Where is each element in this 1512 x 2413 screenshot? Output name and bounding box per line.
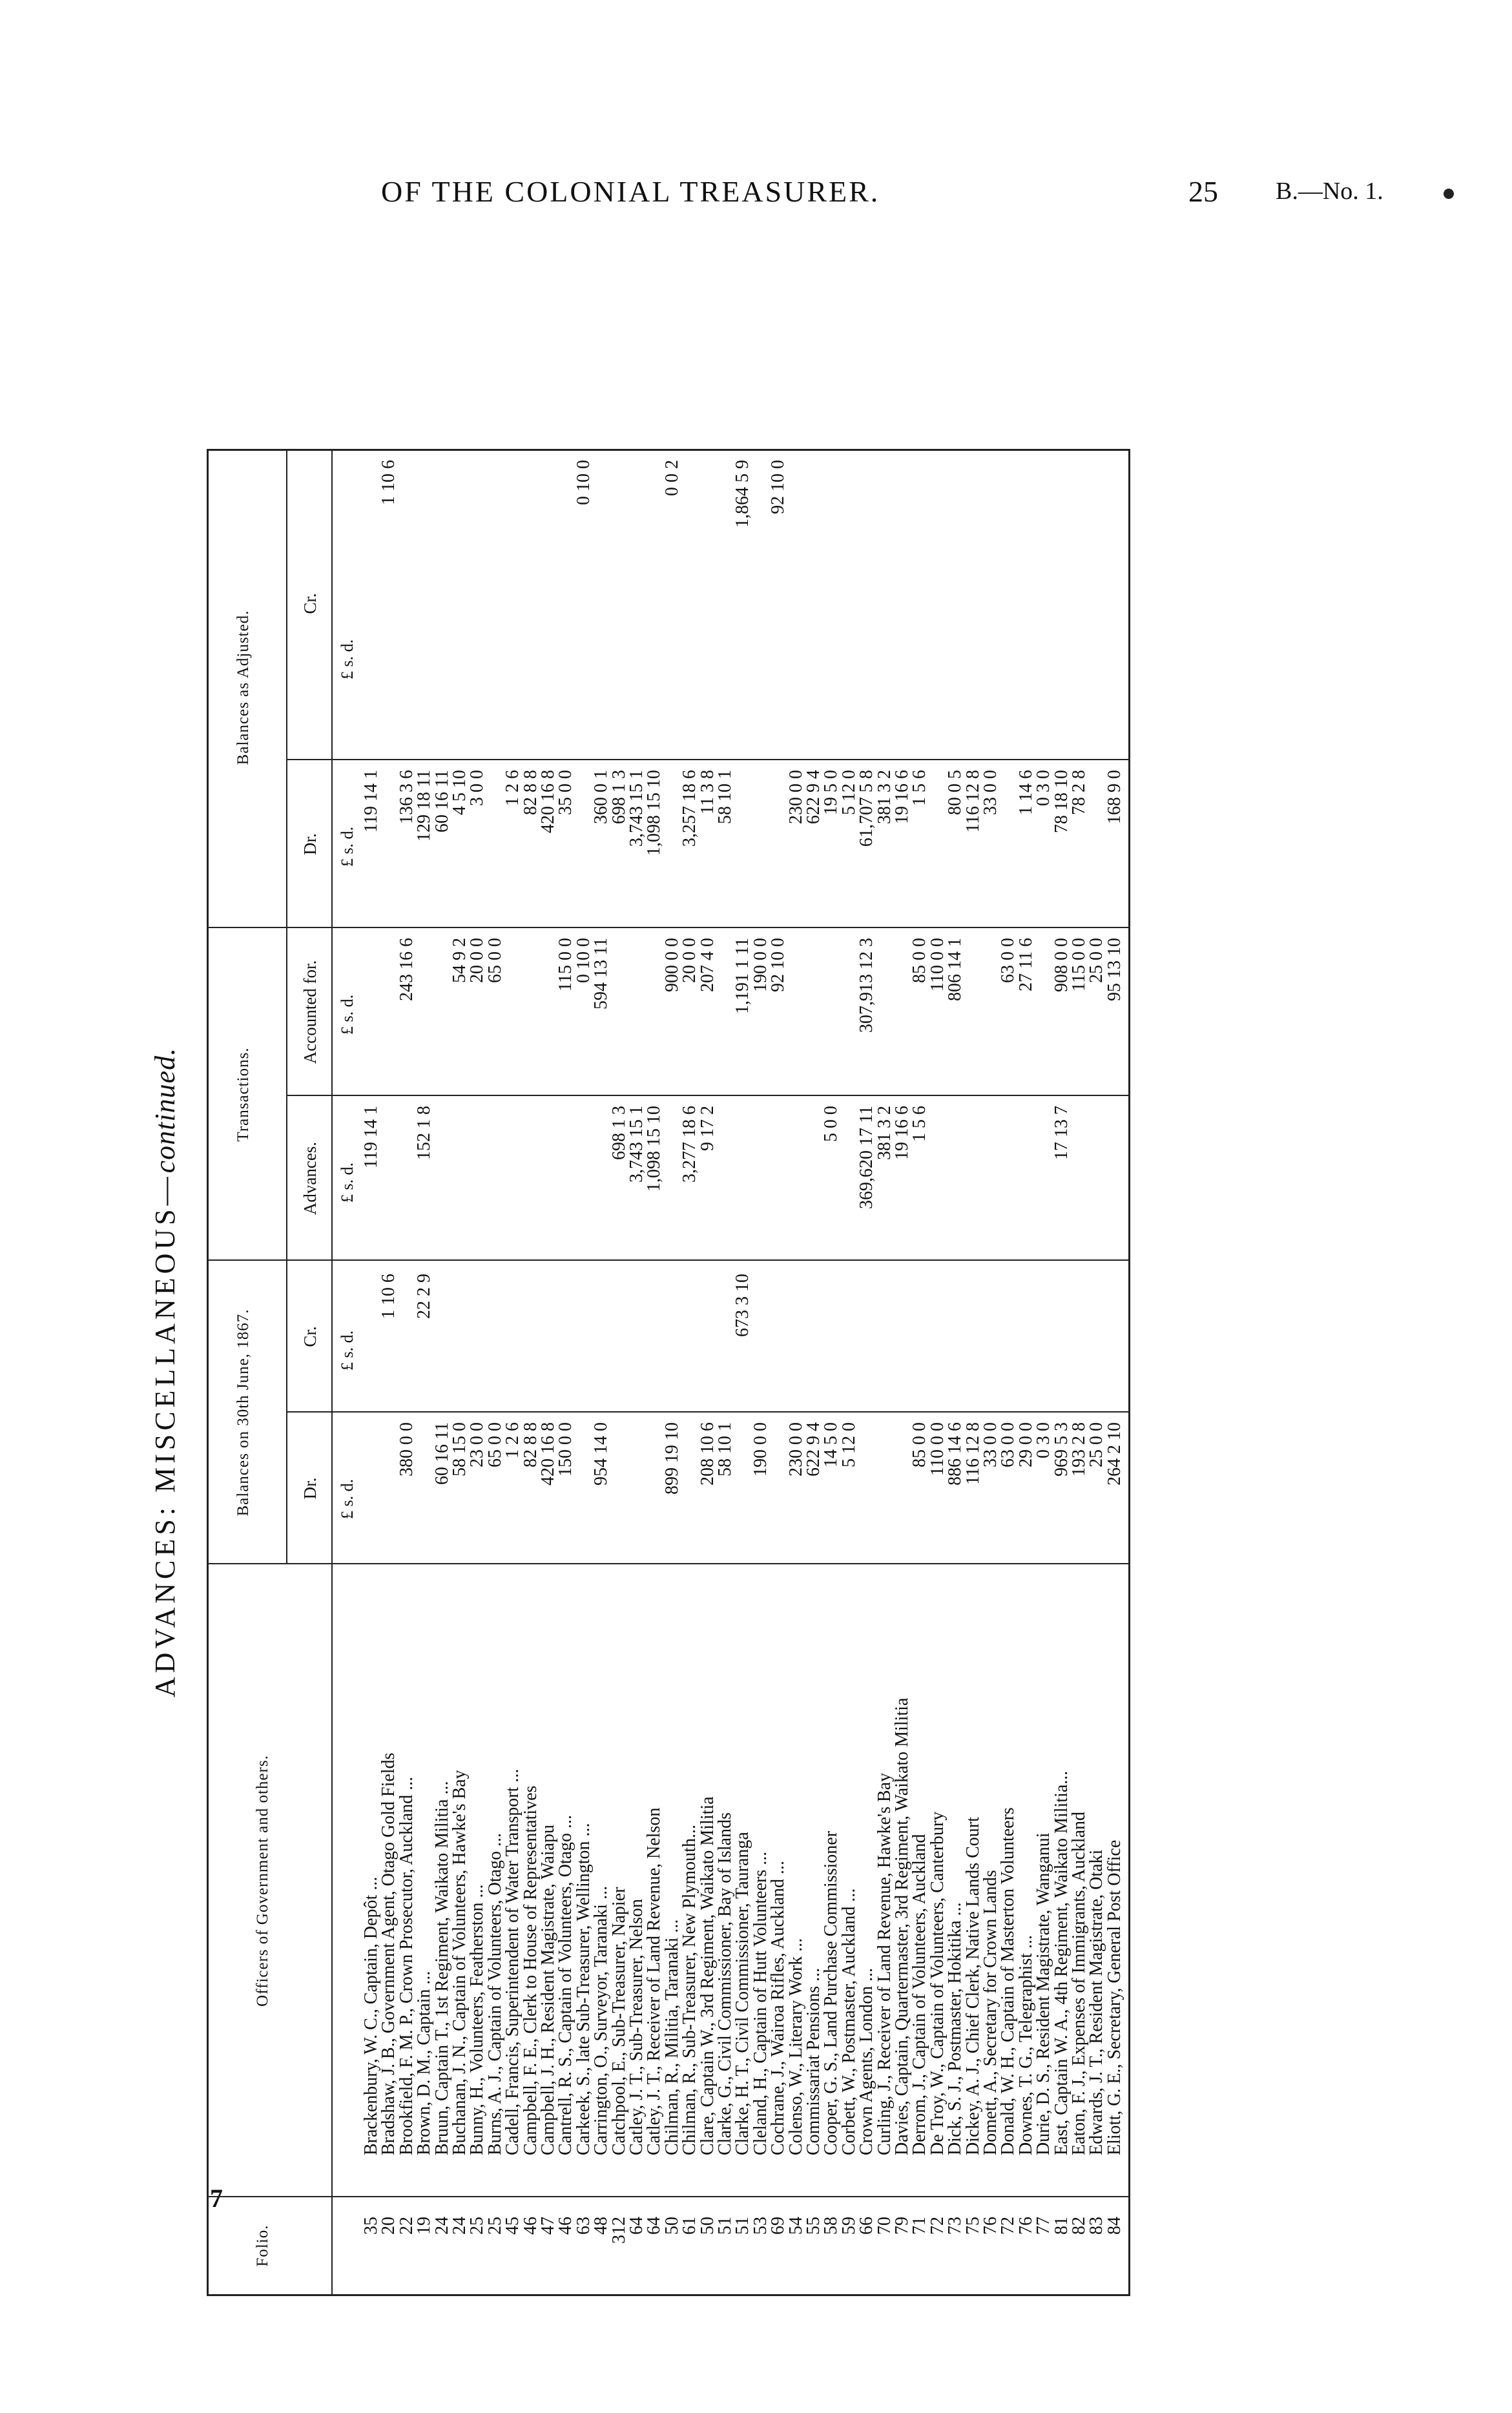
units-label: £ s. d.: [338, 994, 357, 1035]
amount-cell: 78 18 10: [1051, 770, 1072, 833]
folio-cell: 50: [661, 2217, 682, 2235]
folio-cell: 55: [803, 2217, 823, 2235]
folio-cell: 51: [732, 2217, 753, 2235]
amount-cell: 381 3 2: [874, 1106, 895, 1160]
officer-name-cell: Cooper, G. S., Land Purchase Commissioner: [821, 1830, 842, 2155]
amount-cell: 129 18 11: [414, 770, 435, 842]
amount-cell: 380 0 0: [396, 1422, 417, 1476]
amount-cell: 3,743 15 1: [627, 770, 647, 847]
officer-name-cell: Cadell, Francis, Superintendent of Water Transport ...: [502, 1768, 523, 2155]
officer-name-cell: Durie, D. S., Resident Magistrate, Wanganui: [1033, 1832, 1054, 2155]
amount-cell: 1,098 15 10: [644, 1106, 665, 1192]
folio-cell: 73: [945, 2217, 966, 2235]
amount-cell: 20 0 0: [467, 938, 488, 983]
officer-name-cell: Campbell, F. E., Clerk to House of Representatives: [520, 1785, 541, 2155]
folio-cell: 76: [1015, 2217, 1036, 2235]
amount-cell: 1 10 6: [378, 1274, 399, 1319]
folio-cell: 75: [962, 2217, 983, 2235]
folio-cell: 24: [431, 2217, 452, 2235]
officer-name-cell: Carkeek, S., late Sub-Treasurer, Wellington ...: [573, 1823, 594, 2155]
officer-name-cell: Catley, J. T., Receiver of Land Revenue, Nelson: [644, 1807, 665, 2155]
amount-cell: 1,191 1 11: [732, 938, 753, 1014]
folio-cell: 81: [1051, 2217, 1072, 2235]
amount-cell: 80 0 5: [945, 770, 966, 815]
amount-cell: 1 5 6: [909, 770, 930, 806]
amount-cell: 230 0 0: [785, 770, 806, 824]
amount-cell: 29 0 0: [1015, 1422, 1036, 1467]
folio-cell: 64: [627, 2217, 647, 2235]
amount-cell: 230 0 0: [785, 1422, 806, 1476]
folio-cell: 19: [414, 2217, 435, 2235]
amount-cell: 82 8 8: [520, 770, 541, 815]
amount-cell: 360 0 1: [591, 770, 612, 824]
folio-cell: 54: [785, 2217, 806, 2235]
amount-cell: 14 5 0: [821, 1422, 842, 1467]
units-label: £ s. d.: [338, 1478, 357, 1519]
amount-cell: 19 16 6: [892, 770, 912, 824]
amount-cell: 1,098 15 10: [644, 770, 665, 856]
units-label: £ s. d.: [338, 639, 357, 679]
folio-cell: 25: [484, 2217, 505, 2235]
folio-cell: 84: [1104, 2217, 1124, 2235]
folio-cell: 312: [608, 2217, 629, 2244]
amount-cell: 17 13 7: [1051, 1106, 1072, 1160]
amount-cell: 63 0 0: [998, 938, 1019, 983]
page-header: [0, 174, 1512, 226]
amount-cell: 60 16 11: [431, 770, 452, 833]
officer-name-cell: Burns, A. J., Captain of Volunteers, Otago ...: [484, 1832, 505, 2155]
balances-1867-header: Balances on 30th June, 1867.: [234, 1309, 252, 1517]
amount-cell: 1,864 5 9: [732, 460, 753, 528]
amount-cell: 190 0 0: [750, 938, 771, 992]
amount-cell: 673 3 10: [732, 1274, 753, 1337]
amount-cell: 0 10 0: [573, 460, 594, 505]
table-title: ADVANCES: MISCELLANEOUS—continued.: [149, 1047, 181, 1698]
officer-name-cell: Edwards, J. T., Resident Magistrate, Otaki: [1086, 1849, 1107, 2155]
amount-cell: 116 12 8: [962, 770, 983, 833]
amount-cell: 168 9 0: [1104, 770, 1124, 824]
officer-name-cell: Buchanan, J. N., Captain of Volunteers, Hawke's Bay: [450, 1770, 470, 2155]
amount-cell: 27 11 6: [1015, 938, 1036, 991]
officer-name-cell: Bradshaw, J. B., Government Agent, Otago Gold Fields: [378, 1752, 399, 2155]
folio-cell: 35: [361, 2217, 381, 2235]
officer-name-cell: Brackenbury, W. C., Captain, Depôt ...: [361, 1876, 381, 2155]
amount-cell: 1 2 6: [502, 770, 523, 806]
amount-cell: 698 1 3: [608, 1106, 629, 1160]
amount-cell: 622 9 4: [803, 770, 823, 824]
amount-cell: 3,257 18 6: [679, 770, 700, 847]
amount-cell: 110 0 0: [927, 1422, 948, 1476]
amount-cell: 119 14 1: [361, 1106, 381, 1168]
amount-cell: 4 5 10: [450, 770, 470, 815]
officer-name-cell: Donald, W. H., Captain of Masterton Volunteers: [998, 1807, 1019, 2155]
amount-cell: 19 16 6: [892, 1106, 912, 1160]
amount-cell: 622 9 4: [803, 1422, 823, 1476]
units-label: £ s. d.: [338, 1162, 357, 1203]
officer-name-cell: Dick, S. J., Postmaster, Hokitika ...: [945, 1902, 966, 2155]
folio-cell: 59: [838, 2217, 859, 2235]
amount-cell: 22 2 9: [414, 1274, 435, 1319]
advances-header: Advances.: [300, 1141, 320, 1216]
folio-cell: 79: [892, 2217, 912, 2235]
officer-name-cell: Eliott, G. E., Secretary, General Post Office: [1104, 1839, 1124, 2155]
officer-name-cell: Bruun, Captain T., 1st Regiment, Waikato Militia ...: [431, 1781, 452, 2155]
advances-table: [207, 449, 1130, 2296]
transactions-header: Transactions.: [234, 1047, 252, 1142]
amount-cell: 899 19 10: [661, 1422, 682, 1495]
folio-cell: 82: [1069, 2217, 1089, 2235]
officer-name-cell: Cantrell, R. S., Captain of Volunteers, Otago ...: [555, 1814, 576, 2155]
officer-name-cell: East, Captain W. A., 4th Regiment, Waikato Militia...: [1051, 1770, 1072, 2155]
folio-cell: 71: [909, 2217, 930, 2235]
amount-cell: 3,743 15 1: [627, 1106, 647, 1183]
folio-cell: 24: [450, 2217, 470, 2235]
adjusted-header: Balances as Adjusted.: [234, 610, 252, 765]
cr-1867-header: Cr.: [300, 1326, 320, 1347]
amount-cell: 0 3 0: [1033, 1422, 1054, 1458]
amount-cell: 190 0 0: [750, 1422, 771, 1476]
accounted-header: Accounted for.: [300, 960, 320, 1064]
amount-cell: 33 0 0: [980, 770, 1000, 815]
amount-cell: 3 0 0: [467, 770, 488, 806]
units-label: £ s. d.: [338, 1330, 357, 1371]
amount-cell: 806 14 1: [945, 938, 966, 1001]
section-number: 7: [210, 2184, 223, 2213]
amount-cell: 35 0 0: [555, 770, 576, 815]
folio-cell: 64: [644, 2217, 665, 2235]
amount-cell: 152 1 8: [414, 1106, 435, 1160]
officer-name-cell: Clare, Captain W., 3rd Regiment, Waikato Militia: [697, 1796, 718, 2155]
amount-cell: 307,913 12 3: [856, 938, 877, 1033]
officer-name-cell: Cochrane, J., Wairoa Rifles, Auckland ...: [768, 1860, 789, 2155]
amount-cell: 954 14 0: [591, 1422, 612, 1486]
amount-cell: 58 10 1: [715, 770, 735, 824]
officer-name-cell: De Troy, W., Captain of Volunteers, Canterbury: [927, 1811, 948, 2155]
amount-cell: 85 0 0: [909, 1422, 930, 1467]
amount-cell: 207 4 0: [697, 938, 718, 992]
folio-cell: 46: [555, 2217, 576, 2235]
folio-cell: 51: [715, 2217, 735, 2235]
amount-cell: 420 16 8: [538, 770, 558, 833]
amount-cell: 150 0 0: [555, 1422, 576, 1476]
officer-name-cell: Campbell, J. H., Resident Magistrate, Waiapu: [538, 1824, 558, 2155]
amount-cell: 969 5 3: [1051, 1422, 1072, 1476]
folio-cell: 45: [502, 2217, 523, 2235]
folio-cell: 58: [821, 2217, 842, 2235]
amount-cell: 25 0 0: [1086, 938, 1107, 983]
amount-cell: 136 3 6: [396, 770, 417, 824]
amount-cell: 78 2 8: [1069, 770, 1089, 815]
amount-cell: 95 13 10: [1104, 938, 1124, 1001]
officer-name-cell: Catchpool, E., Sub-Treasurer, Napier: [608, 1887, 629, 2155]
officer-name-cell: Carrington, O., Surveyor, Taranaki ...: [591, 1885, 612, 2155]
amount-cell: 58 10 1: [715, 1422, 735, 1476]
amount-cell: 58 15 0: [450, 1422, 470, 1476]
amount-cell: 23 0 0: [467, 1422, 488, 1467]
folio-header: Folio.: [254, 2224, 271, 2267]
amount-cell: 208 10 6: [697, 1422, 718, 1486]
officer-name-cell: Domett, A., Secretary for Crown Lands: [980, 1870, 1000, 2155]
officer-name-cell: Crown Agents, London ...: [856, 1967, 877, 2155]
dr-1867-header: Dr.: [300, 1477, 320, 1500]
folio-cell: 76: [980, 2217, 1000, 2235]
page-number: 25: [1188, 175, 1218, 208]
folio-cell: 69: [768, 2217, 789, 2235]
amount-cell: 92 10 0: [768, 938, 789, 992]
folio-cell: 61: [679, 2217, 700, 2235]
amount-cell: 908 0 0: [1051, 938, 1072, 992]
amount-cell: 900 0 0: [661, 938, 682, 992]
folio-cell: 50: [697, 2217, 718, 2235]
amount-cell: 11 3 8: [697, 770, 718, 814]
amount-cell: 381 3 2: [874, 770, 895, 824]
table-title-continued: continued.: [149, 1047, 181, 1174]
amount-cell: 119 14 1: [361, 770, 381, 833]
amount-cell: 60 16 11: [431, 1422, 452, 1485]
officer-name-cell: Bunny, H., Volunteers, Featherston ...: [467, 1884, 488, 2155]
folio-cell: 25: [467, 2217, 488, 2235]
folio-cell: 72: [927, 2217, 948, 2235]
amount-cell: 115 0 0: [1069, 938, 1089, 991]
folio-cell: 72: [998, 2217, 1019, 2235]
amount-cell: 65 0 0: [484, 1422, 505, 1467]
amount-cell: 369,620 17 11: [856, 1106, 877, 1209]
officer-name-cell: Clarke, H. T., Civil Commissioner, Tauranga: [732, 1832, 753, 2155]
officers-header: Officers of Government and others.: [254, 1755, 271, 2007]
officer-name-cell: Clarke, G., Civil Commissioner, Bay of Islands: [715, 1812, 735, 2155]
document-reference: B.—No. 1.: [1276, 178, 1383, 205]
officer-name-cell: Cleland, H., Captain of Hutt Volunteers ...: [750, 1851, 771, 2155]
amount-cell: 116 12 8: [962, 1422, 983, 1485]
folio-cell: 70: [874, 2217, 895, 2235]
amount-cell: 698 1 3: [608, 770, 629, 824]
units-label: £ s. d.: [338, 826, 357, 867]
officer-name-cell: Corbett, W., Postmaster, Auckland ...: [838, 1888, 859, 2155]
cr-adjusted-header: Cr.: [300, 593, 320, 614]
amount-cell: 9 17 2: [697, 1106, 718, 1151]
amount-cell: 19 5 0: [821, 770, 842, 815]
amount-cell: 65 0 0: [484, 938, 505, 983]
officer-name-cell: Chilman, R., Militia, Taranaki ...: [661, 1919, 682, 2155]
officer-name-cell: Curling, J., Receiver of Land Revenue, Hawke's Bay: [874, 1772, 895, 2155]
amount-cell: 1 2 6: [502, 1422, 523, 1458]
amount-cell: 0 10 0: [573, 938, 594, 983]
folio-cell: 66: [856, 2217, 877, 2235]
amount-cell: 25 0 0: [1086, 1422, 1107, 1467]
dr-adjusted-header: Dr.: [300, 833, 320, 855]
amount-cell: 115 0 0: [555, 938, 576, 991]
amount-cell: 243 16 6: [396, 938, 417, 1001]
officer-name-cell: Catley, J. T., Sub-Treasurer, Nelson: [627, 1898, 647, 2155]
folio-cell: 83: [1086, 2217, 1107, 2235]
amount-cell: 0 0 2: [661, 460, 682, 496]
amount-cell: 264 2 10: [1104, 1422, 1124, 1486]
folio-cell: 20: [378, 2217, 399, 2235]
amount-cell: 82 8 8: [520, 1422, 541, 1467]
folio-cell: 46: [520, 2217, 541, 2235]
amount-cell: 594 13 11: [591, 938, 612, 1010]
officer-name-cell: Brookfield, F. M. P., Crown Prosecutor, Auckland ...: [396, 1776, 417, 2155]
amount-cell: 193 2 8: [1069, 1422, 1089, 1476]
amount-cell: 1 5 6: [909, 1106, 930, 1142]
amount-cell: 92 10 0: [768, 460, 789, 514]
officer-name-cell: Commissariat Pensions ...: [803, 1967, 823, 2155]
amount-cell: 20 0 0: [679, 938, 700, 983]
amount-cell: 1 10 6: [378, 460, 399, 505]
officer-name-cell: Chilman, R., Sub-Treasurer, New Plymouth...: [679, 1825, 700, 2155]
amount-cell: 3,277 18 6: [679, 1106, 700, 1183]
officer-name-cell: Downes, T. G., Telegraphist ...: [1015, 1935, 1036, 2155]
page-title: OF THE COLONIAL TREASURER.: [381, 175, 880, 208]
amount-cell: 110 0 0: [927, 938, 948, 991]
amount-cell: 5 0 0: [821, 1106, 842, 1142]
officer-name-cell: Brown, D. M., Captain ...: [414, 1971, 435, 2155]
officer-name-cell: Eaton, F. J., Expenses of Immigrants, Auckland: [1069, 1811, 1089, 2155]
officer-name-cell: Colenso, W., Literary Work ...: [785, 1938, 806, 2155]
amount-cell: 85 0 0: [909, 938, 930, 983]
folio-cell: 48: [591, 2217, 612, 2235]
folio-cell: 22: [396, 2217, 417, 2235]
amount-cell: 63 0 0: [998, 1422, 1019, 1467]
amount-cell: 61,707 5 8: [856, 770, 877, 847]
folio-cell: 47: [538, 2217, 558, 2235]
rotated-table-region: [149, 449, 1137, 2296]
amount-cell: 54 9 2: [450, 938, 470, 983]
amount-cell: 886 14 6: [945, 1422, 966, 1486]
amount-cell: 420 16 8: [538, 1422, 558, 1486]
officer-name-cell: Derrom, J., Captain of Volunteers, Auckland: [909, 1834, 930, 2155]
officer-name-cell: Davies, Captain, Quartermaster, 3rd Regiment, Waikato Militia: [892, 1697, 912, 2155]
folio-cell: 53: [750, 2217, 771, 2235]
amount-cell: 33 0 0: [980, 1422, 1000, 1467]
folio-cell: 77: [1033, 2217, 1054, 2235]
folio-cell: 63: [573, 2217, 594, 2235]
amount-cell: 1 14 6: [1015, 770, 1036, 815]
ink-mark: [1444, 189, 1454, 199]
amount-cell: 5 12 0: [838, 770, 859, 815]
amount-cell: 0 3 0: [1033, 770, 1054, 806]
officer-name-cell: Dickey, A. J., Chief Clerk, Native Lands Court: [962, 1817, 983, 2155]
amount-cell: 5 12 0: [838, 1422, 859, 1467]
table-row: [1104, 447, 1125, 2294]
